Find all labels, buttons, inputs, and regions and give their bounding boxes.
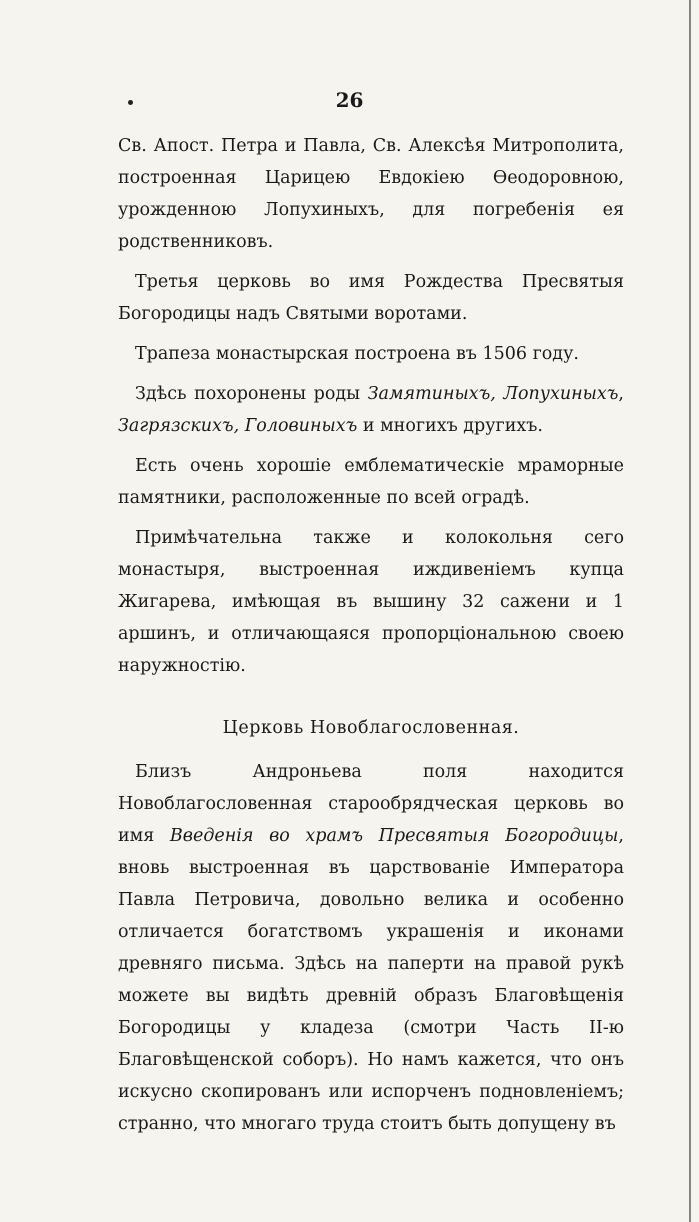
text-run: Примѣчательна также и колокольня сего монастыря, выстроенная иждивеніемъ купца Жигарева, имѣющая въ вышину 32 сажени и 1 аршинъ, и отличающаяся пропорціональною своею наружностію. xyxy=(118,528,624,676)
text-run: Третья церковь во имя Рождества Пресвятыя Богородицы надъ Святыми воротами. xyxy=(118,272,624,324)
text-run: Загрязскихъ, Головиныхъ xyxy=(118,416,358,436)
section-heading: Церковь Новоблагословенная. xyxy=(222,718,520,738)
text-run: Св. Апост. Петра и Павла, Св. Алексѣя Митрополита, построенная Царицею Евдокіею Ѳеодоровною, урожденною Лопухиныхъ, для погребенія ея родственниковъ. xyxy=(118,136,624,252)
text-run: , xyxy=(618,384,624,404)
paragraph xyxy=(118,266,624,330)
paragraph xyxy=(118,756,624,1140)
text-block xyxy=(118,130,624,1140)
text-run: Близъ Андроньева поля находится Новоблагословенная старообрядческая церковь во имя xyxy=(118,762,624,846)
text-run: Замятиныхъ, Лопухиныхъ xyxy=(367,384,619,404)
text-run: , вновь выстроенная въ царствованіе Императора Павла Петровича, довольно велика и особенно отличается богатствомъ украшенія и иконами древняго письма. Здѣсь на паперти на правой рукѣ можете вы видѣть древній образъ Благовѣщенія Богородицы у кладеза (смотри Часть II-ю Благовѣщенской соборъ). Но намъ кажется, что онъ искусно скопированъ или испорченъ подновленіемъ; странно, что многаго труда стоитъ быть допущену въ xyxy=(118,826,624,1134)
paragraph xyxy=(118,522,624,682)
page-edge-shadow xyxy=(689,0,691,1222)
paragraph xyxy=(118,378,624,442)
paragraph xyxy=(118,450,624,514)
paragraph xyxy=(118,130,624,258)
text-run: Введенія во храмъ Пресвятыя Богородицы xyxy=(169,826,619,846)
section-novoblagoslovennaya xyxy=(118,756,624,1140)
text-run: Трапеза монастырская построена въ 1506 году. xyxy=(135,344,579,364)
paragraph xyxy=(118,338,624,370)
section-main xyxy=(118,130,624,682)
text-run: Здѣсь похоронены роды xyxy=(135,384,368,404)
page-number: 26 xyxy=(335,88,364,112)
text-run: Есть очень хорошіе емблематическіе мраморные памятники, расположенные по всей оградѣ. xyxy=(118,456,624,508)
text-run: и многихъ другихъ. xyxy=(357,416,543,436)
